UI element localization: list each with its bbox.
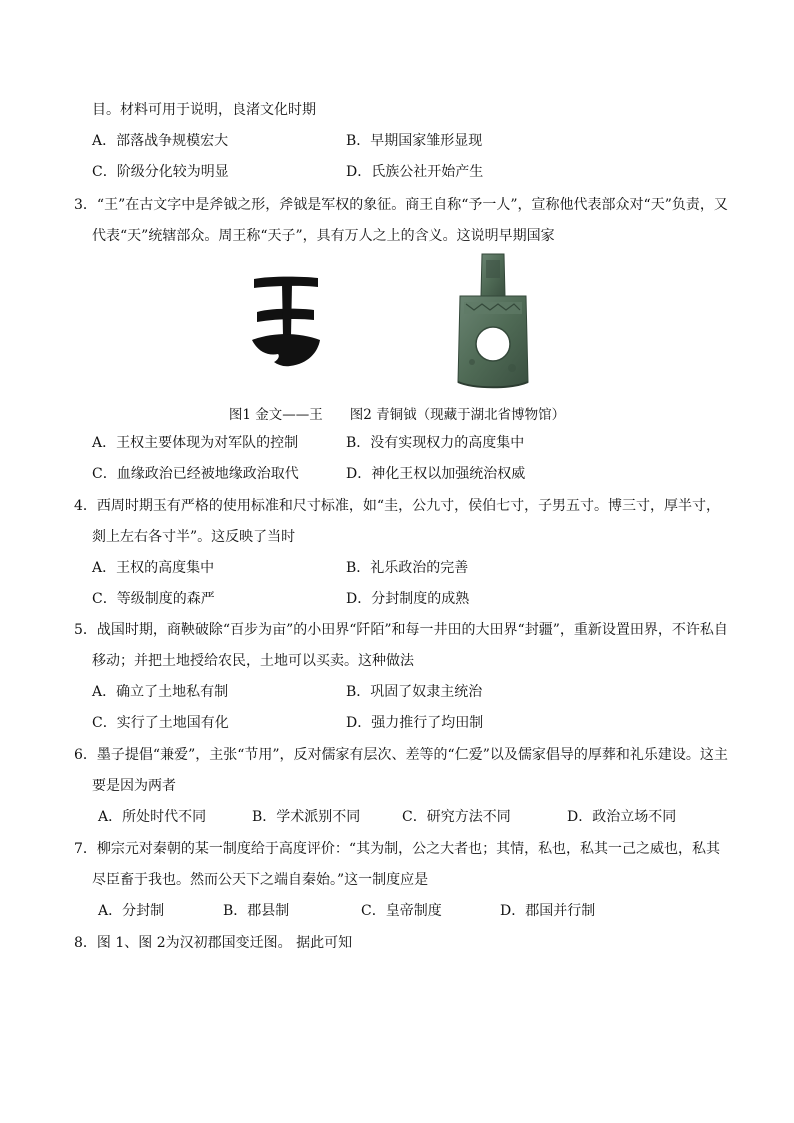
q4-stem-line1: 4．西周时期玉有严格的使用标准和尺寸标准，如“圭，公九寸，侯伯七寸，子男五寸。博三寸，厚半寸， xyxy=(74,498,721,514)
q3-stem-line1: 3．“王”在古文字中是斧钺之形，斧钺是军权的象征。商王自称“予一人”，宣称他代表部众对“天”负责，又 xyxy=(74,197,728,213)
q7-stem-line1: 7．柳宗元对秦朝的某一制度给于高度评价：“其为制，公之大者也；其情，私也，私其一己之威也，私其 xyxy=(74,841,721,857)
q2-option-d: D．氏族公社开始产生 xyxy=(346,164,484,180)
jinwen-wang-glyph-image xyxy=(248,274,324,368)
q4-option-c: C．等级制度的森严 xyxy=(92,591,215,607)
q2-stem-tail: 目。材料可用于说明，良渚文化时期 xyxy=(92,102,316,118)
q4-option-a: A．王权的高度集中 xyxy=(92,560,215,576)
q8-stem-line1: 8．图 1、图 2为汉初郡国变迁图。 据此可知 xyxy=(74,935,353,951)
q3-figure-caption: 图1 金文——王 图2 青铜钺（现藏于湖北省博物馆） xyxy=(228,407,566,423)
bronze-yue-axe-image xyxy=(452,252,534,392)
q4-option-d: D．分封制度的成熟 xyxy=(346,591,470,607)
q7-option-c: C．皇帝制度 xyxy=(361,903,442,919)
q6-stem-line1: 6．墨子提倡“兼爱”，主张“节用”，反对儒家有层次、差等的“仁爱”以及儒家倡导的厚葬和礼乐建设。这主 xyxy=(74,747,728,763)
q6-option-a: A．所处时代不同 xyxy=(98,809,207,825)
q3-figures xyxy=(0,252,794,392)
q6-option-b: B．学术派别不同 xyxy=(252,809,361,825)
q6-stem-line2: 要是因为两者 xyxy=(92,778,176,794)
q2-option-c: C．阶级分化较为明显 xyxy=(92,164,229,180)
q7-option-d: D．郡国并行制 xyxy=(500,903,596,919)
q6-option-c: C．研究方法不同 xyxy=(402,809,511,825)
q3-stem-line2: 代表“天”统辖部众。周王称“天子”，具有万人之上的含义。这说明早期国家 xyxy=(92,228,555,244)
q5-option-b: B．巩固了奴隶主统治 xyxy=(346,684,483,700)
q5-stem-line1: 5．战国时期，商鞅破除“百步为亩”的小田界“阡陌”和每一井田的大田界“封疆”，重新设置田界，不许私自 xyxy=(74,622,728,638)
q5-option-d: D．强力推行了均田制 xyxy=(346,715,484,731)
q4-stem-line2: 剡上左右各寸半”。这反映了当时 xyxy=(92,529,296,545)
q3-option-b: B．没有实现权力的高度集中 xyxy=(346,435,525,451)
q7-option-a: A．分封制 xyxy=(98,903,165,919)
q3-option-d: D．神化王权以加强统治权威 xyxy=(346,466,526,482)
q2-option-a: A．部落战争规模宏大 xyxy=(92,133,229,149)
q3-option-a: A．王权主要体现为对军队的控制 xyxy=(92,435,299,451)
q6-option-d: D．政治立场不同 xyxy=(567,809,677,825)
q4-option-b: B．礼乐政治的完善 xyxy=(346,560,469,576)
q5-stem-line2: 移动；并把土地授给农民，土地可以买卖。这种做法 xyxy=(92,653,414,669)
q7-stem-line2: 尽臣畜于我也。然而公天下之端自秦始。”这一制度应是 xyxy=(92,872,429,888)
q5-option-c: C．实行了土地国有化 xyxy=(92,715,229,731)
q7-option-b: B．郡县制 xyxy=(223,903,290,919)
q5-option-a: A．确立了土地私有制 xyxy=(92,684,229,700)
q3-option-c: C．血缘政治已经被地缘政治取代 xyxy=(92,466,299,482)
q2-option-b: B．早期国家雏形显现 xyxy=(346,133,483,149)
